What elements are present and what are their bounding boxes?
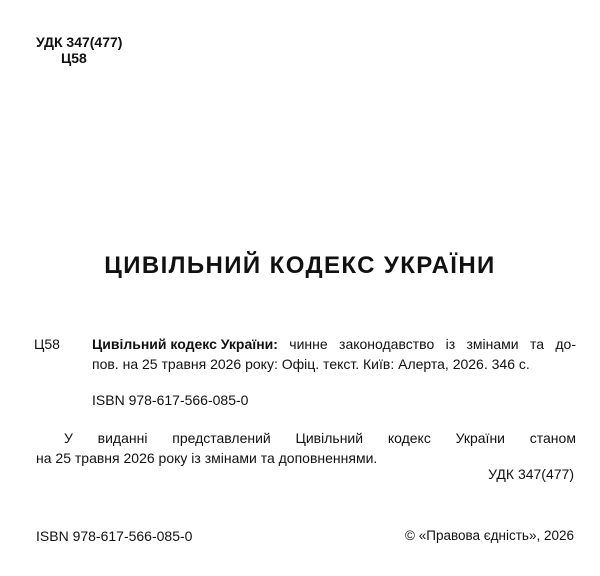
bibliographic-record (92, 334, 576, 374)
annotation-word: станом (529, 430, 576, 446)
annotation-line-1 (36, 428, 576, 448)
bibliographic-word: із (445, 336, 456, 352)
catalog-code-top: Ц58 (61, 50, 87, 66)
isbn-record: ISBN 978-617-566-085-0 (92, 392, 249, 408)
annotation-line-2: на 25 травня 2026 року із змінами та доповненнями. (36, 450, 378, 466)
annotation-word: виданні (97, 430, 148, 446)
udk-code: УДК 347(477) (36, 34, 123, 50)
annotation-word: України (455, 430, 505, 446)
udk-code-bottom: УДК 347(477) (488, 466, 574, 482)
bibliographic-word: законодавство (339, 336, 435, 352)
annotation-word: Цивільний (295, 430, 364, 446)
bibliographic-word: змінами (466, 336, 519, 352)
bibliographic-word: та (529, 336, 545, 352)
annotation-word: кодекс (387, 430, 431, 446)
bibliographic-line-2: пов. на 25 травня 2026 року: Офіц. текст. Київ: Алерта, 2026. 346 с. (92, 356, 530, 372)
bibliographic-word: чинне (289, 336, 328, 352)
bibliographic-code: Ц58 (34, 336, 60, 352)
bibliographic-line-1 (92, 334, 576, 354)
book-title-text: ЦИВІЛЬНИЙ КОДЕКС УКРАЇНИ (104, 252, 496, 279)
bibliographic-title: Цивільний кодекс України: (92, 336, 278, 352)
bibliographic-word (92, 334, 278, 354)
isbn-footer: ISBN 978-617-566-085-0 (36, 528, 193, 544)
bibliographic-word: до- (555, 336, 576, 352)
annotation (36, 428, 576, 468)
udk-header (36, 34, 122, 66)
annotation-word: У (64, 430, 73, 446)
book-title (0, 252, 600, 280)
copyright-notice: © «Правова єдність», 2026 (405, 528, 574, 543)
annotation-word: представлений (172, 430, 271, 446)
